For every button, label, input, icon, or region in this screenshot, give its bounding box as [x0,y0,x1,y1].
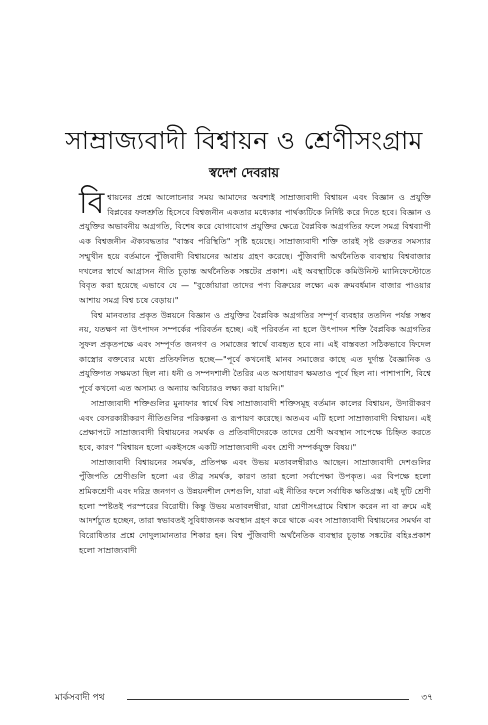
article-title: সাম্রাজ্যবাদী বিশ্বায়ন ও শ্রেণীসংগ্রাম [65,126,423,155]
paragraph: সাম্রাজ্যবাদী শক্তিগুলির মুনাফার স্বার্থে বিশ্ব সাম্রাজ্যবাদী শক্তিসমূহ বর্তমান কালের বিশ্বায়ন, উদারীকরণ এবং বেসরকারীকরণ নীতিগুলির পরিকল্পনা ও রূপায়ণ করেছে। অতএব এটি হলো সাম্রাজ্যবাদী বিশ্বায়ন। এই প্রেক্ষাপটে সাম্রাজ্যবাদী বিশ্বায়নের সমর্থক ও প্রতিবাদীদেরকে তাদের শ্রেণী অবস্থান সাপেক্ষে চিহ্নিত করতে হবে, কারণ "বিশ্বায়ন হলো একইসঙ্গে একটি সাম্রাজ্যবাদী এবং শ্রেণী সম্পর্কযুক্ত বিষয়।" [79,397,431,452]
drop-cap: বি [79,186,105,221]
paragraph [79,186,431,308]
journal-name: মার্কসবাদী পথ [55,693,105,703]
page-number: ৩৭ [421,693,433,703]
paragraph-text: শ্বায়নের প্রশ্নে আলোচনার সময় আমাদের অবশ্যই সাম্রাজ্যবাদী বিশ্বায়ন এবং বিজ্ঞান ও প্রযুক্তি বিপ্লবের ফলশ্রুতি হিসেবে বিশ্বজনীন একতার মধ্যেকার পার্থক্যটিকে নির্দিষ্ট করে দিতে হবে। বিজ্ঞান ও প্রযুক্তির অভাবনীয় অগ্রগতি, বিশেষ করে যোগাযোগ প্রযুক্তির ক্ষেত্রে বৈপ্লবিক অগ্রগতির ফলে সমগ্র বিশ্বব্যাপী এক বিশ্বজনীন ঐক্যবদ্ধতার "বাস্তব পরিস্থিতি" সৃষ্টি হয়েছে। সাম্রাজ্যবাদী শক্তি তারই সৃষ্ট গুরুতর সমস্যার সম্মুখীন হয়ে বর্তমানে পুঁজিবাদী বিশ্বায়নের আশ্রয় গ্রহণ করেছে। পুঁজিবাদী অর্থনৈতিক ব্যবস্থায় বিশ্ববাজার দখলের স্বার্থে আগ্রাসন নীতি চূড়ান্ত অর্থনৈতিক সঙ্কটের প্রকাশ। এই অবস্থাটিকে কমিউনিস্ট ম্যানিফেস্টোতে বিবৃত করা হয়েছে এভাবে যে — "বুর্জোয়ারা তাদের পণ্য বিক্রয়ের লক্ষ্যে এক ক্রমবর্ধমান বাজার পাওয়ার আশায় সমগ্র বিশ্ব চষে বেড়ায়।" [79,192,431,305]
paragraph: বিশ্ব মানবতার প্রকৃত উন্নয়নে বিজ্ঞান ও প্রযুক্তির বৈপ্লবিক অগ্রগতির সম্পূর্ণ ব্যবহার ততদিন পর্যন্ত সম্ভব নয়, যতক্ষণ না উৎপাদন সম্পর্কের পরিবর্তন হচ্ছে। এই পরিবর্তন না হলে উৎপাদন শক্তি বৈপ্লবিক অগ্রগতির সুফল প্রকৃতপক্ষে এবং সম্পূর্ণত জনগণ ও সমাজের স্বার্থে ব্যবহৃত হবে না। এই বাস্তবতা সঠিকভাবে ফিদেল কাস্ত্রোর বক্তব্যের মধ্যে প্রতিফলিত হচ্ছে—"পূর্বে কখনোই মানব সমাজের কাছে এত দুর্দান্ত বৈজ্ঞানিক ও প্রযুক্তিগত সক্ষমতা ছিল না। ধনী ও সম্পদশালী তৈরির এত অসাধারণ ক্ষমতাও পূর্বে ছিল না। পাশাপাশি, বিশ্বে পূর্বে কখনো এত অসাম্য ও অন্যায় অবিচারও লক্ষ্য করা যায়নি।" [79,309,431,394]
author-name: স্বদেশ দেবরায় [208,166,280,181]
footer-rule [127,699,409,700]
paragraph: সাম্রাজ্যবাদী বিশ্বায়নের সমর্থক, প্রতিপক্ষ এবং উভয় মতাবলম্বীরাও আছেন। সাম্রাজ্যবাদী দেশগুলির পুঁজিপতি শ্রেণীগুলি হলো এর তীব্র সমর্থক, কারণ তারা হলো সর্বাপেক্ষা উপকৃত। এর বিপক্ষে হলো শ্রমিকশ্রেণী এবং দরিদ্র জনগণ ও উন্নয়নশীল দেশগুলি, যারা এই নীতির ফলে সর্বাধিক ক্ষতিগ্রস্ত। এই দুটি শ্রেণী হলো স্পষ্টতই পরস্পরের বিরোধী। কিন্তু উভয় মতাবলম্বীরা, যারা শ্রেণীসংগ্রামে বিশ্বাস করেন না বা ক্রমে এই আদর্শচ্যুত হচ্ছেন, তারা স্বভাবতই সুবিধাজনক অবস্থান গ্রহণ করে থাকে এবং সাম্রাজ্যবাদী বিশ্বায়নের সমর্থন বা বিরোধিতার প্রশ্নে দোদুল্যমানতার শিকার হন। বিশ্ব পুঁজিবাদী অর্থনৈতিক ব্যবস্থার চূড়ান্ত সঙ্কটের বহিঃপ্রকাশ হলো সাম্রাজ্যবাদী [79,456,431,555]
article-body [79,186,431,558]
